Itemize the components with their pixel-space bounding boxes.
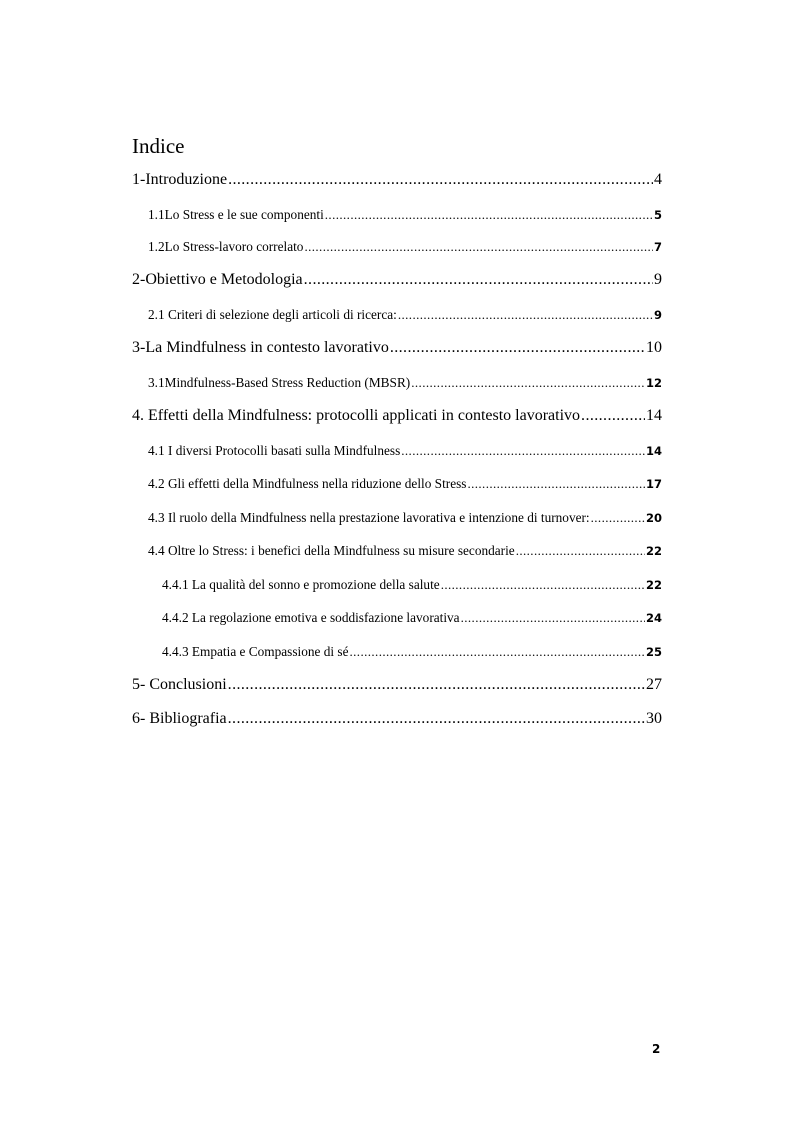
toc-entry-page: 25 (645, 645, 662, 659)
toc-title: Indice (132, 134, 185, 158)
dot-leader (441, 576, 645, 593)
dot-leader (411, 374, 645, 391)
toc-entry-page: 22 (645, 544, 662, 558)
toc-entry-label: 4.3 Il ruolo della Mindfulness nella prestazione lavorativa e intenzione di turnover: (148, 510, 590, 525)
toc-entry[interactable] (148, 238, 662, 256)
toc-entry-page: 24 (645, 611, 662, 625)
dot-leader (467, 475, 645, 492)
toc-entry[interactable] (148, 542, 662, 560)
toc-entry-label: 5- Conclusioni (132, 676, 227, 693)
toc-entry[interactable] (132, 675, 662, 695)
toc-entry-label: 4.4.1 La qualità del sonno e promozione della salute (162, 577, 440, 592)
toc-entry[interactable] (162, 609, 662, 627)
toc-entry-page: 14 (646, 407, 662, 424)
toc-entry-page: 7 (653, 240, 662, 254)
toc-entry[interactable] (132, 270, 662, 290)
dot-leader (516, 542, 645, 559)
toc-entry-page: 9 (654, 271, 662, 288)
dot-leader (228, 170, 653, 190)
toc-entry-page: 22 (645, 578, 662, 592)
toc-entry-label: 1.2Lo Stress-lavoro correlato (148, 239, 304, 254)
dot-leader (325, 206, 653, 223)
toc-entry-label: 1.1Lo Stress e le sue componenti (148, 207, 324, 222)
dot-leader (390, 338, 645, 358)
toc-entry[interactable] (132, 709, 662, 729)
dot-leader (228, 675, 645, 695)
toc-entry[interactable] (162, 576, 662, 594)
dot-leader (591, 509, 645, 526)
toc-entry-label: 4.2 Gli effetti della Mindfulness nella riduzione dello Stress (148, 476, 467, 491)
toc-entry[interactable] (148, 475, 662, 493)
toc-entry-page: 30 (646, 710, 662, 727)
toc-entry[interactable] (148, 509, 662, 527)
toc-entry-page: 10 (646, 339, 662, 356)
toc-entry-label: 2.1 Criteri di selezione degli articoli di ricerca: (148, 307, 397, 322)
dot-leader (304, 270, 653, 290)
toc-entry-label: 4.4.2 La regolazione emotiva e soddisfazione lavorativa (162, 610, 460, 625)
toc-entry-page: 5 (653, 208, 662, 222)
toc-entry[interactable] (162, 643, 662, 661)
toc-entry-label: 6- Bibliografia (132, 710, 227, 727)
toc-entry-label: 3.1Mindfulness-Based Stress Reduction (MBSR) (148, 375, 411, 390)
toc-entry-page: 4 (654, 171, 662, 188)
toc-entry[interactable] (148, 306, 662, 324)
toc-entry[interactable] (148, 374, 662, 392)
toc-entry[interactable] (132, 406, 662, 426)
dot-leader (304, 238, 653, 255)
dot-leader (401, 442, 645, 459)
dot-leader (581, 406, 645, 426)
toc-entry-page: 14 (645, 444, 662, 458)
dot-leader (350, 643, 645, 660)
toc-entry[interactable] (148, 442, 662, 460)
page-number: 2 (652, 1042, 661, 1056)
toc-entry-label: 1-Introduzione (132, 171, 228, 188)
toc-entry-label: 2-Obiettivo e Metodologia (132, 271, 303, 288)
toc-entry-label: 3-La Mindfulness in contesto lavorativo (132, 339, 389, 356)
toc-entry[interactable] (148, 206, 662, 224)
toc-entry-page: 27 (646, 676, 662, 693)
toc-entry[interactable] (132, 338, 662, 358)
toc-entry[interactable] (132, 170, 662, 190)
toc-entry-page: 17 (645, 477, 662, 491)
dot-leader (398, 306, 653, 323)
dot-leader (461, 609, 645, 626)
toc-entry-page: 20 (645, 511, 662, 525)
toc-entry-page: 12 (645, 376, 662, 390)
dot-leader (228, 709, 645, 729)
toc-entry-label: 4.1 I diversi Protocolli basati sulla Mindfulness (148, 443, 401, 458)
toc-entry-label: 4.4.3 Empatia e Compassione di sé (162, 644, 349, 659)
toc-entry-label: 4.4 Oltre lo Stress: i benefici della Mindfulness su misure secondarie (148, 543, 515, 558)
toc-entry-page: 9 (653, 308, 662, 322)
toc-entry-label: 4. Effetti della Mindfulness: protocolli applicati in contesto lavorativo (132, 407, 581, 424)
